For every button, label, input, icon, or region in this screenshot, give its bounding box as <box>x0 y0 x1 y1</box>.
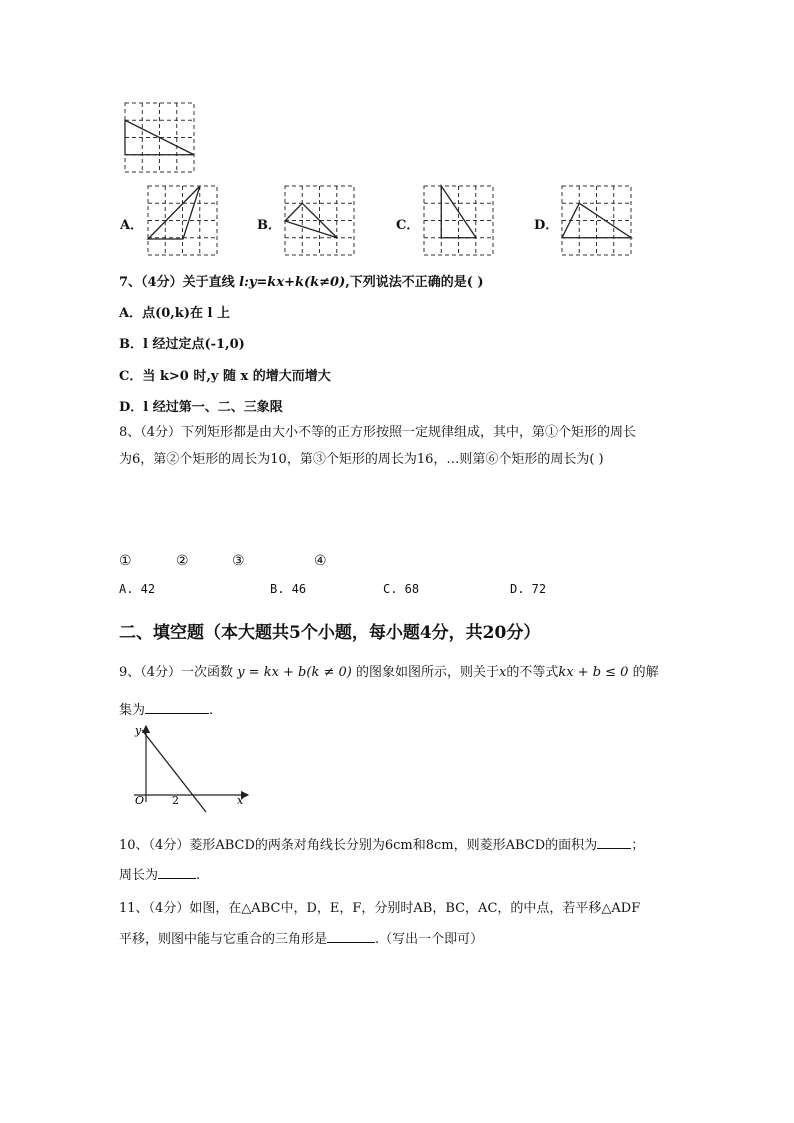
q11-stem-line1: 11、（4分）如图，在△ABC中，D，E，F，分别时AB，BC，AC，的中点，若平移△ADF <box>119 901 641 916</box>
q8-option-d[interactable]: D. 72 <box>510 582 547 596</box>
q8-option-c[interactable]: C. 68 <box>383 582 420 596</box>
section-2-heading: 二、填空题（本大题共5个小题，每小题4分，共20分） <box>119 623 541 643</box>
q9-middle2: 的不等式 <box>506 665 559 680</box>
q7-option-c[interactable]: C．当 k>0 时,y 随 x 的增大而增大 <box>119 369 331 384</box>
q7-stem-suffix: ,下列说法不正确的是( ) <box>345 275 484 290</box>
q9-line2-suffix: . <box>209 703 214 718</box>
q9-graph-origin-label: O <box>135 794 145 807</box>
q10-line2-prefix: 周长为 <box>119 868 159 883</box>
q11-line2-prefix: 平移，则图中能与它重合的三角形是 <box>119 932 328 947</box>
q10-perimeter-blank[interactable] <box>158 866 196 879</box>
q7-option-b[interactable]: B．l 经过定点(-1,0) <box>119 337 245 352</box>
q6-original-figure <box>125 103 195 173</box>
q10-line2-end: . <box>196 868 201 883</box>
q9-line2-prefix: 集为 <box>119 703 146 718</box>
q11-stem-line2 <box>119 928 483 947</box>
q8-figure-label-3: ③ <box>232 553 245 569</box>
q9-suffix: 的解 <box>628 665 659 680</box>
q9-var: x <box>498 665 507 680</box>
q6-option-d-figure[interactable] <box>562 186 632 256</box>
q6-option-c-label[interactable]: C． <box>396 218 420 233</box>
q7-option-d[interactable]: D．l 经过第一、二、三象限 <box>119 400 283 415</box>
q9-inequality: kx + b ≤ 0 <box>558 665 629 680</box>
q6-option-d-label[interactable]: D． <box>534 218 559 233</box>
q9-graph-intercept-label: 2 <box>172 794 179 807</box>
q9-graph-x-label: x <box>237 794 244 807</box>
q9-graph <box>130 722 255 814</box>
q7-stem-math: l:y=kx+k(k≠0) <box>239 275 346 290</box>
q9-graph-y-label: y <box>135 724 142 737</box>
q9-middle: 的图象如图所示，则关于 <box>351 665 499 680</box>
q7-stem-prefix: 7、（4分）关于直线 <box>119 275 240 290</box>
q10-stem-line2 <box>119 864 200 883</box>
q7-stem <box>119 271 484 290</box>
q9-stem-line1 <box>119 661 659 680</box>
q8-option-a[interactable]: A. 42 <box>119 582 156 596</box>
q6-option-b-label[interactable]: B． <box>257 218 281 233</box>
q6-option-a-label[interactable]: A． <box>120 218 144 233</box>
q7-option-a[interactable]: A．点(0,k)在 l 上 <box>119 306 230 321</box>
q10-line1: 10、（4分）菱形ABCD的两条对角线长分别为6cm和8cm，则菱形ABCD的面积为 <box>119 838 598 853</box>
q6-option-c-figure[interactable] <box>424 186 494 256</box>
q8-figure-label-1: ① <box>119 553 132 569</box>
q8-stem-line2: 为6，第②个矩形的周长为10，第③个矩形的周长为16，…则第⑥个矩形的周长为( ) <box>119 452 604 467</box>
q10-line1-end: ； <box>631 838 645 853</box>
q9-prefix: 9、（4分）一次函数 <box>119 665 238 680</box>
q10-stem-line1 <box>119 834 644 853</box>
q9-stem-line2 <box>119 699 213 718</box>
q6-option-a-figure[interactable] <box>148 186 218 256</box>
q9-answer-blank[interactable] <box>145 701 209 714</box>
q8-figure-label-4: ④ <box>314 553 327 569</box>
q8-stem-line1: 8、（4分）下列矩形都是由大小不等的正方形按照一定规律组成，其中，第①个矩形的周长 <box>119 425 637 440</box>
q8-figure-label-2: ② <box>176 553 189 569</box>
q11-line2-suffix: .（写出一个即可） <box>375 932 484 947</box>
q6-option-b-figure[interactable] <box>285 186 355 256</box>
q10-area-blank[interactable] <box>597 836 631 849</box>
q9-formula: y = kx + b(k ≠ 0) <box>237 665 352 680</box>
q8-option-b[interactable]: B. 46 <box>270 582 307 596</box>
q11-answer-blank[interactable] <box>327 930 375 943</box>
